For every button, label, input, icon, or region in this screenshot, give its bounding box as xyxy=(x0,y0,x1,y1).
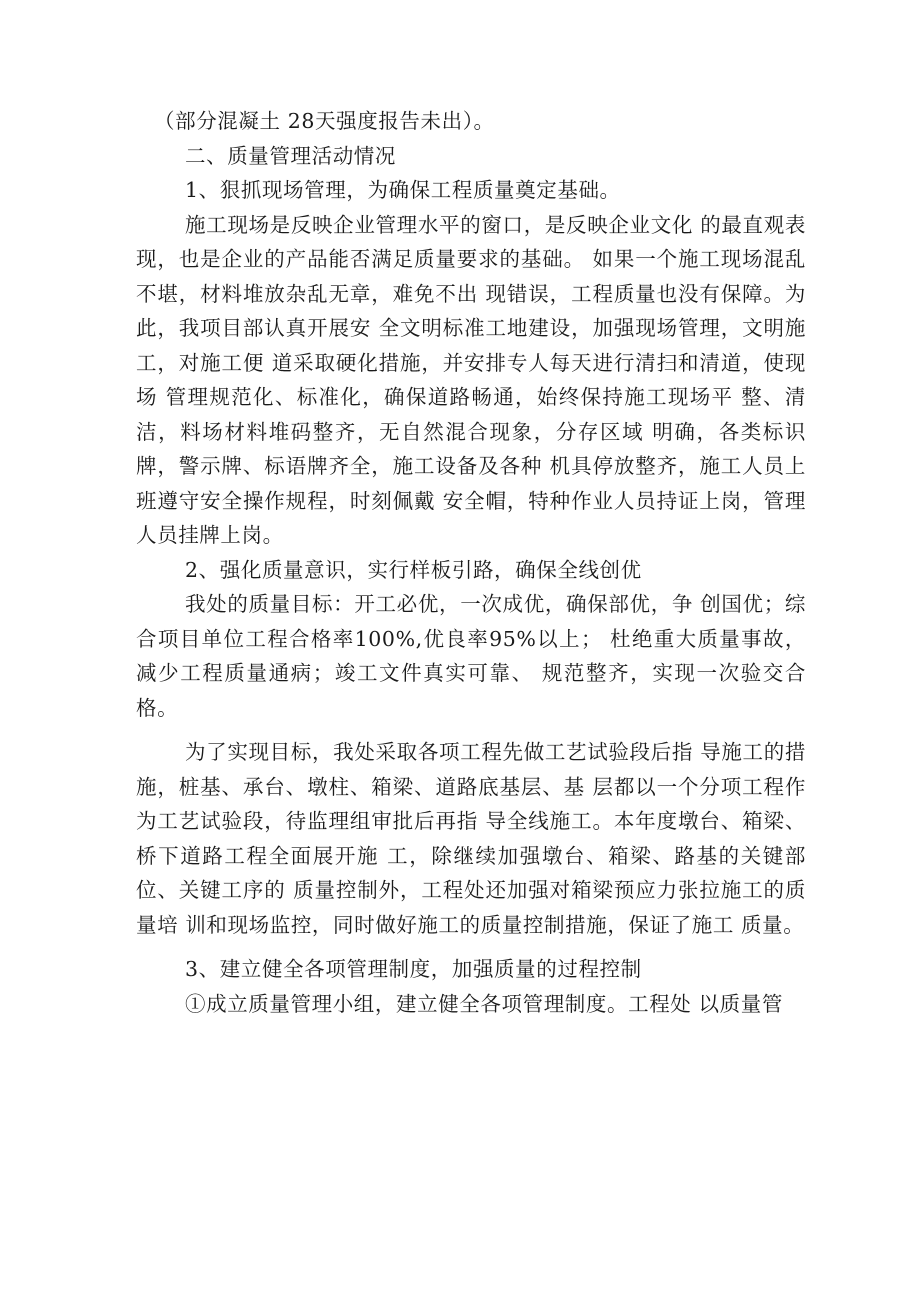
paragraph-site-management: 施工现场是反映企业管理水平的窗口，是反映企业文化 的最直观表现，也是企业的产品能否满足质量要求的基础。 如果一个施工现场混乱不堪，材料堆放杂乱无章，难免不出 现错误，工程质量也没有保障。为此，我项目部认真开展安 全文明标准工地建设，加强现场管理，文明施工，对施工便 道采取硬化措施，并安排专人每天进行清扫和清道，使现场 管理规范化、标准化，确保道路畅通，始终保持施工现场平 整、清洁，料场材料堆码整齐，无自然混合现象，分存区域 明确，各类标识牌，警示牌、标语牌齐全，施工设备及各种 机具停放整齐，施工人员上班遵守安全操作规程，时刻佩戴 安全帽，特种作业人员持证上岗，管理人员挂牌上岗。 xyxy=(136,212,806,547)
paragraph-gap xyxy=(136,942,806,952)
subheading-site-management: 1、狠抓现场管理，为确保工程质量奠定基础。 xyxy=(185,178,621,202)
section-heading-quality-activities: 二、质量管理活动情况 xyxy=(185,143,396,168)
paragraph-quality-target: 我处的质量目标：开工必优，一次成优，确保部优，争 创国优；综合项目单位工程合格率100%,优良率95%以上； 杜绝重大质量事故，减少工程质量通病；竣工文件真实可靠、 规范整齐，实现一次验交合格。 xyxy=(136,592,806,720)
paragraph-gap xyxy=(136,725,806,735)
subheading-management-system: 3、建立健全各项管理制度，加强质量的过程控制 xyxy=(185,957,642,981)
paragraph-continuation: （部分混凝土 28天强度报告未出）。 xyxy=(154,109,495,133)
paragraph-management-group: ①成立质量管理小组，建立健全各项管理制度。工程处 以质量管 xyxy=(185,991,783,1016)
paragraph-trial-section: 为了实现目标，我处采取各项工程先做工艺试验段后指 导施工的措施，桩基、承台、墩柱、箱梁、道路底基层、基 层都以一个分项工程作为工艺试验段，待监理组审批后再指 导全线施工。本年度墩台、箱梁、桥下道路工程全面展开施 工，除继续加强墩台、箱梁、路基的关键部位、关键工序的 质量控制外，工程处还加强对箱梁预应力张拉施工的质量培 训和现场监控，同时做好施工的质量控制措施，保证了施工 质量。 xyxy=(136,740,806,937)
subheading-quality-awareness: 2、强化质量意识，实行样板引路，确保全线创优 xyxy=(185,557,642,582)
document-body xyxy=(136,104,806,1021)
